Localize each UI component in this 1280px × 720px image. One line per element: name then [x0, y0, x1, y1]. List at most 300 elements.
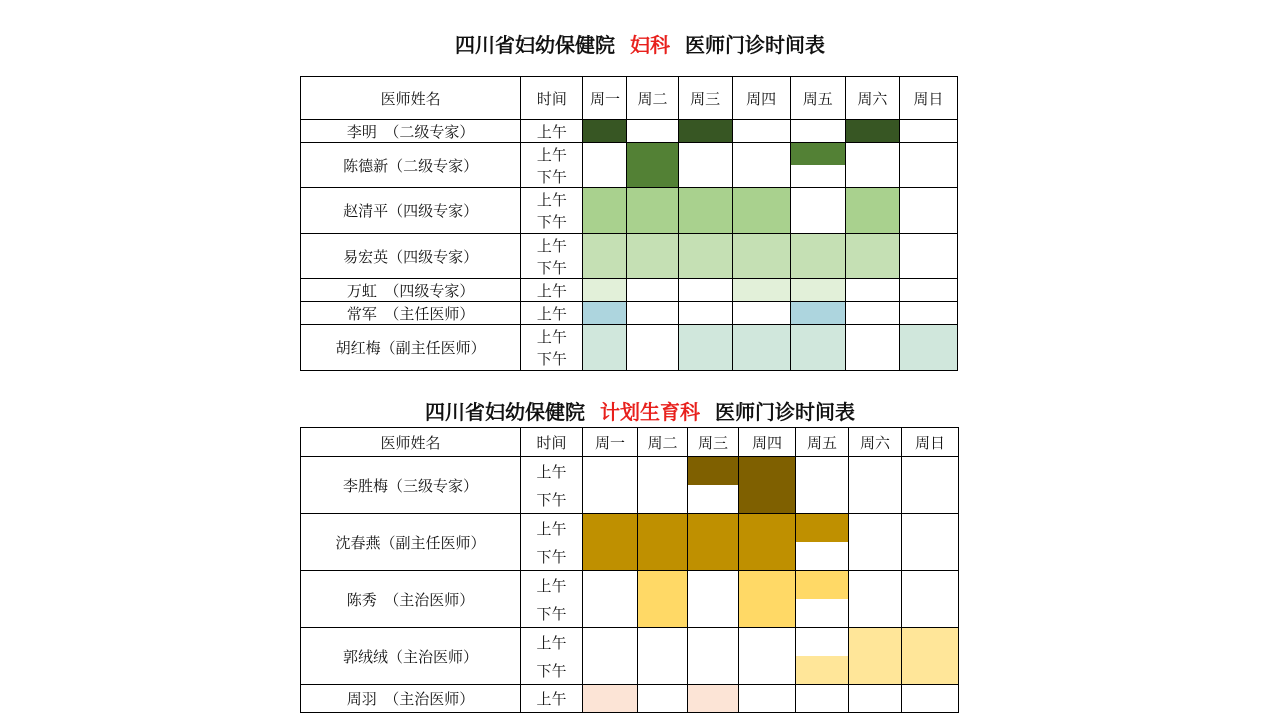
clinic-slot-filled — [791, 279, 845, 301]
schedule-cell — [849, 571, 902, 628]
time-slots — [521, 628, 583, 685]
clinic-slot-empty — [638, 457, 687, 485]
clinic-slot-filled — [583, 188, 626, 211]
table-row — [301, 120, 958, 143]
schedule-cell — [790, 234, 845, 279]
schedule-cell — [899, 279, 957, 302]
clinic-slot-filled — [900, 348, 957, 371]
schedule-cell — [899, 325, 957, 371]
clinic-slot-filled — [849, 628, 901, 656]
schedule-cell — [902, 685, 959, 713]
time-slot-label: 上午 — [536, 190, 567, 209]
table-row — [301, 685, 959, 713]
time-slots — [521, 571, 583, 628]
schedule-cell — [739, 628, 796, 685]
schedule-cell — [627, 325, 678, 371]
gynecology-schedule-table — [300, 76, 958, 371]
schedule-cell — [790, 302, 845, 325]
schedule-cell — [688, 628, 739, 685]
clinic-slot-filled — [583, 234, 626, 256]
schedule-cell — [899, 302, 957, 325]
doctor-name: 常军 （主任医师） — [301, 302, 521, 325]
clinic-slot-empty — [849, 542, 901, 570]
schedule-cell — [688, 571, 739, 628]
time-slot-label: 下午 — [536, 213, 567, 232]
time-slot-label: 上午 — [536, 633, 567, 652]
table-row — [301, 143, 958, 188]
clinic-slot-filled — [849, 656, 901, 684]
table-title-gynecology — [0, 31, 1280, 59]
schedule-cell — [583, 571, 638, 628]
clinic-slot-empty — [846, 302, 899, 324]
clinic-slot-filled — [583, 120, 626, 142]
clinic-slot-filled — [679, 348, 732, 371]
table-row — [301, 457, 959, 514]
time-slot-label: 上午 — [536, 519, 567, 538]
time-slot-label: 上午 — [536, 576, 567, 595]
time-slot-label: 下午 — [536, 258, 567, 277]
schedule-cell — [732, 325, 790, 371]
schedule-cell — [732, 120, 790, 143]
clinic-slot-empty — [688, 656, 738, 684]
schedule-cell — [790, 279, 845, 302]
schedule-cell — [688, 685, 739, 713]
table-row — [301, 571, 959, 628]
table-row — [301, 302, 958, 325]
clinic-slot-empty — [796, 685, 848, 712]
clinic-slot-filled — [791, 256, 845, 278]
header-day: 周五 — [790, 77, 845, 120]
clinic-slot-filled — [679, 120, 732, 142]
table-title-family-planning — [0, 398, 1280, 426]
schedule-cell — [583, 685, 638, 713]
clinic-slot-empty — [791, 165, 845, 187]
schedule-cell — [796, 685, 849, 713]
schedule-cell — [739, 571, 796, 628]
clinic-slot-empty — [849, 485, 901, 513]
clinic-slot-empty — [900, 234, 957, 256]
schedule-cell — [902, 514, 959, 571]
clinic-slot-filled — [739, 485, 795, 513]
time-slot-label: 下午 — [536, 350, 567, 369]
title-department: 妇科 — [630, 33, 670, 57]
title-suffix: 医师门诊时间表 — [714, 400, 855, 424]
header-day: 周六 — [845, 77, 899, 120]
clinic-slot-filled — [583, 256, 626, 278]
doctor-name: 李明 （二级专家） — [301, 120, 521, 143]
time-slots — [521, 143, 583, 188]
schedule-cell — [627, 279, 678, 302]
schedule-cell — [688, 457, 739, 514]
time-slot-label: 上午 — [536, 690, 567, 708]
doctor-name: 沈春燕（副主任医师） — [301, 514, 521, 571]
clinic-slot-empty — [900, 279, 957, 301]
family-planning-schedule-table — [300, 427, 959, 713]
clinic-slot-filled — [679, 256, 732, 278]
schedule-cell — [638, 571, 688, 628]
schedule-cell — [583, 628, 638, 685]
clinic-slot-empty — [900, 256, 957, 278]
clinic-slot-filled — [688, 457, 738, 485]
clinic-slot-empty — [791, 120, 845, 142]
schedule-cell — [627, 143, 678, 188]
clinic-slot-empty — [583, 571, 637, 599]
schedule-cell — [583, 120, 627, 143]
clinic-slot-filled — [733, 211, 790, 234]
clinic-slot-empty — [902, 457, 958, 485]
time-slots — [521, 325, 583, 371]
clinic-slot-empty — [796, 628, 848, 656]
doctor-name: 李胜梅（三级专家） — [301, 457, 521, 514]
clinic-slot-filled — [583, 302, 626, 324]
schedule-cell — [732, 143, 790, 188]
schedule-cell — [583, 234, 627, 279]
clinic-slot-filled — [791, 348, 845, 371]
schedule-cell — [732, 188, 790, 234]
clinic-slot-filled — [638, 514, 687, 542]
clinic-slot-empty — [900, 165, 957, 187]
clinic-slot-filled — [846, 120, 899, 142]
time-slot-label: 上午 — [536, 236, 567, 255]
clinic-slot-empty — [638, 685, 687, 712]
clinic-slot-empty — [638, 656, 687, 684]
header-day: 周日 — [902, 428, 959, 457]
clinic-slot-filled — [583, 685, 637, 712]
clinic-slot-filled — [638, 599, 687, 627]
clinic-slot-empty — [733, 302, 790, 324]
clinic-slot-empty — [679, 279, 732, 301]
schedule-cell — [678, 143, 732, 188]
clinic-slot-empty — [902, 571, 958, 599]
clinic-slot-empty — [900, 120, 957, 142]
title-suffix: 医师门诊时间表 — [684, 33, 825, 57]
clinic-slot-empty — [688, 599, 738, 627]
schedule-cell — [678, 325, 732, 371]
schedule-cell — [678, 279, 732, 302]
schedule-cell — [583, 279, 627, 302]
schedule-cell — [627, 120, 678, 143]
clinic-slot-empty — [846, 165, 899, 187]
clinic-slot-empty — [791, 211, 845, 234]
clinic-slot-empty — [688, 628, 738, 656]
schedule-cell — [638, 685, 688, 713]
clinic-slot-empty — [638, 628, 687, 656]
table-row — [301, 628, 959, 685]
schedule-cell — [638, 514, 688, 571]
header-row — [301, 428, 959, 457]
title-hospital: 四川省妇幼保健院 — [425, 400, 586, 424]
header-day: 周四 — [739, 428, 796, 457]
clinic-slot-filled — [679, 325, 732, 348]
clinic-slot-filled — [791, 302, 845, 324]
clinic-slot-filled — [583, 211, 626, 234]
clinic-slot-empty — [583, 656, 637, 684]
clinic-slot-filled — [733, 325, 790, 348]
clinic-slot-filled — [627, 165, 677, 187]
clinic-slot-empty — [902, 542, 958, 570]
clinic-slot-empty — [739, 628, 795, 656]
clinic-slot-filled — [902, 628, 958, 656]
schedule-cell — [849, 514, 902, 571]
clinic-slot-empty — [583, 599, 637, 627]
schedule-cell — [796, 457, 849, 514]
schedule-cell — [790, 325, 845, 371]
clinic-slot-filled — [627, 256, 677, 278]
clinic-slot-empty — [733, 120, 790, 142]
clinic-slot-filled — [679, 188, 732, 211]
schedule-cell — [678, 302, 732, 325]
clinic-slot-empty — [679, 165, 732, 187]
doctor-name: 周羽 （主治医师） — [301, 685, 521, 713]
header-day: 周三 — [688, 428, 739, 457]
schedule-cell — [583, 457, 638, 514]
time-slot-label: 上午 — [536, 304, 567, 323]
clinic-slot-filled — [900, 325, 957, 348]
schedule-cell — [845, 234, 899, 279]
doctor-name: 胡红梅（副主任医师） — [301, 325, 521, 371]
clinic-slot-filled — [627, 143, 677, 165]
header-day: 周一 — [583, 428, 638, 457]
clinic-slot-filled — [688, 514, 738, 542]
schedule-cell — [790, 120, 845, 143]
time-slot-label: 下午 — [536, 490, 567, 509]
clinic-slot-empty — [583, 485, 637, 513]
title-hospital: 四川省妇幼保健院 — [455, 33, 616, 57]
schedule-cell — [902, 628, 959, 685]
clinic-slot-filled — [739, 457, 795, 485]
header-time: 时间 — [521, 77, 583, 120]
doctor-name: 陈德新（二级专家） — [301, 143, 521, 188]
schedule-cell — [845, 302, 899, 325]
header-doctor-name: 医师姓名 — [301, 428, 521, 457]
clinic-slot-filled — [846, 256, 899, 278]
clinic-slot-filled — [679, 234, 732, 256]
schedule-cell — [739, 685, 796, 713]
clinic-slot-empty — [900, 211, 957, 234]
table-row — [301, 279, 958, 302]
header-day: 周六 — [849, 428, 902, 457]
time-slots — [521, 234, 583, 279]
clinic-slot-filled — [796, 656, 848, 684]
table-row — [301, 188, 958, 234]
time-slot-label: 下午 — [536, 167, 567, 186]
clinic-slot-filled — [739, 514, 795, 542]
schedule-cell — [678, 120, 732, 143]
schedule-cell — [732, 279, 790, 302]
header-day: 周二 — [638, 428, 688, 457]
schedule-cell — [739, 514, 796, 571]
clinic-slot-empty — [846, 143, 899, 165]
time-slot-label: 上午 — [536, 122, 567, 141]
time-slot-label: 上午 — [536, 327, 567, 346]
header-time: 时间 — [521, 428, 583, 457]
schedule-cell — [899, 234, 957, 279]
time-slots — [521, 302, 583, 325]
clinic-slot-empty — [849, 685, 901, 712]
schedule-cell — [845, 325, 899, 371]
clinic-slot-empty — [638, 485, 687, 513]
time-slot-label: 上午 — [536, 462, 567, 481]
clinic-slot-filled — [796, 571, 848, 599]
schedule-cell — [796, 514, 849, 571]
schedule-cell — [583, 143, 627, 188]
clinic-slot-filled — [583, 348, 626, 371]
schedule-cell — [845, 188, 899, 234]
header-day: 周四 — [732, 77, 790, 120]
clinic-slot-empty — [849, 599, 901, 627]
schedule-cell — [845, 143, 899, 188]
clinic-slot-empty — [900, 143, 957, 165]
time-slot-label: 下午 — [536, 547, 567, 566]
clinic-slot-empty — [688, 571, 738, 599]
schedule-cell — [899, 120, 957, 143]
clinic-slot-empty — [733, 143, 790, 165]
clinic-slot-filled — [846, 188, 899, 211]
clinic-slot-empty — [846, 279, 899, 301]
clinic-slot-empty — [846, 325, 899, 348]
clinic-slot-empty — [627, 325, 677, 348]
schedule-cell — [638, 628, 688, 685]
time-slots — [521, 457, 583, 514]
schedule-cell — [849, 685, 902, 713]
header-day: 周二 — [627, 77, 678, 120]
clinic-slot-filled — [583, 325, 626, 348]
schedule-cell — [790, 143, 845, 188]
clinic-slot-empty — [902, 599, 958, 627]
schedule-cell — [732, 234, 790, 279]
clinic-slot-empty — [739, 685, 795, 712]
clinic-slot-filled — [846, 234, 899, 256]
clinic-slot-filled — [902, 656, 958, 684]
clinic-slot-filled — [791, 325, 845, 348]
clinic-slot-empty — [627, 120, 677, 142]
clinic-slot-filled — [739, 599, 795, 627]
header-day: 周日 — [899, 77, 957, 120]
clinic-slot-empty — [688, 485, 738, 513]
clinic-slot-filled — [791, 143, 845, 165]
clinic-slot-filled — [627, 188, 677, 211]
clinic-slot-empty — [583, 628, 637, 656]
header-day: 周五 — [796, 428, 849, 457]
clinic-slot-empty — [733, 165, 790, 187]
clinic-slot-filled — [688, 685, 738, 712]
clinic-slot-filled — [796, 514, 848, 542]
doctor-name: 易宏英（四级专家） — [301, 234, 521, 279]
schedule-cell — [845, 279, 899, 302]
schedule-cell — [678, 188, 732, 234]
clinic-slot-empty — [627, 348, 677, 371]
doctor-name: 万虹 （四级专家） — [301, 279, 521, 302]
schedule-cell — [638, 457, 688, 514]
clinic-slot-filled — [739, 542, 795, 570]
clinic-slot-filled — [733, 188, 790, 211]
clinic-slot-filled — [733, 256, 790, 278]
time-slot-label: 下午 — [536, 604, 567, 623]
clinic-slot-empty — [791, 188, 845, 211]
clinic-slot-filled — [688, 542, 738, 570]
time-slot-label: 上午 — [536, 281, 567, 300]
doctor-name: 郭绒绒（主治医师） — [301, 628, 521, 685]
time-slots — [521, 279, 583, 302]
schedule-cell — [583, 325, 627, 371]
schedule-cell — [627, 234, 678, 279]
table-row — [301, 514, 959, 571]
clinic-slot-empty — [583, 165, 626, 187]
table-row — [301, 325, 958, 371]
clinic-slot-filled — [739, 571, 795, 599]
schedule-cell — [796, 571, 849, 628]
clinic-slot-filled — [583, 279, 626, 301]
schedule-cell — [583, 188, 627, 234]
clinic-slot-filled — [791, 234, 845, 256]
schedule-cell — [688, 514, 739, 571]
schedule-cell — [790, 188, 845, 234]
clinic-slot-filled — [638, 571, 687, 599]
header-day: 周一 — [583, 77, 627, 120]
schedule-cell — [627, 302, 678, 325]
clinic-slot-empty — [796, 599, 848, 627]
schedule-cell — [849, 457, 902, 514]
table-row — [301, 234, 958, 279]
clinic-slot-filled — [679, 211, 732, 234]
clinic-slot-empty — [583, 457, 637, 485]
clinic-slot-empty — [902, 685, 958, 712]
doctor-name: 陈秀 （主治医师） — [301, 571, 521, 628]
clinic-slot-empty — [796, 542, 848, 570]
clinic-slot-empty — [627, 302, 677, 324]
clinic-slot-empty — [796, 485, 848, 513]
clinic-slot-empty — [583, 143, 626, 165]
time-slot-label: 下午 — [536, 661, 567, 680]
schedule-cell — [678, 234, 732, 279]
clinic-slot-filled — [733, 234, 790, 256]
clinic-slot-filled — [846, 211, 899, 234]
clinic-slot-empty — [902, 514, 958, 542]
clinic-slot-empty — [849, 457, 901, 485]
time-slots — [521, 188, 583, 234]
schedule-cell — [902, 571, 959, 628]
schedule-cell — [583, 302, 627, 325]
clinic-slot-filled — [733, 348, 790, 371]
clinic-slot-empty — [900, 188, 957, 211]
clinic-slot-empty — [679, 302, 732, 324]
header-row — [301, 77, 958, 120]
schedule-cell — [899, 188, 957, 234]
time-slot-label: 上午 — [536, 145, 567, 164]
clinic-slot-empty — [902, 485, 958, 513]
schedule-cell — [902, 457, 959, 514]
schedule-cell — [845, 120, 899, 143]
clinic-slot-filled — [583, 514, 637, 542]
title-department: 计划生育科 — [600, 400, 700, 424]
schedule-cell — [627, 188, 678, 234]
clinic-slot-empty — [846, 348, 899, 371]
clinic-slot-filled — [583, 542, 637, 570]
clinic-slot-empty — [679, 143, 732, 165]
schedule-cell — [583, 514, 638, 571]
clinic-slot-empty — [627, 279, 677, 301]
clinic-slot-empty — [849, 571, 901, 599]
clinic-slot-empty — [739, 656, 795, 684]
schedule-cell — [899, 143, 957, 188]
schedule-cell — [732, 302, 790, 325]
schedule-cell — [849, 628, 902, 685]
clinic-slot-filled — [638, 542, 687, 570]
time-slots — [521, 514, 583, 571]
header-doctor-name: 医师姓名 — [301, 77, 521, 120]
clinic-slot-empty — [900, 302, 957, 324]
schedule-cell — [739, 457, 796, 514]
